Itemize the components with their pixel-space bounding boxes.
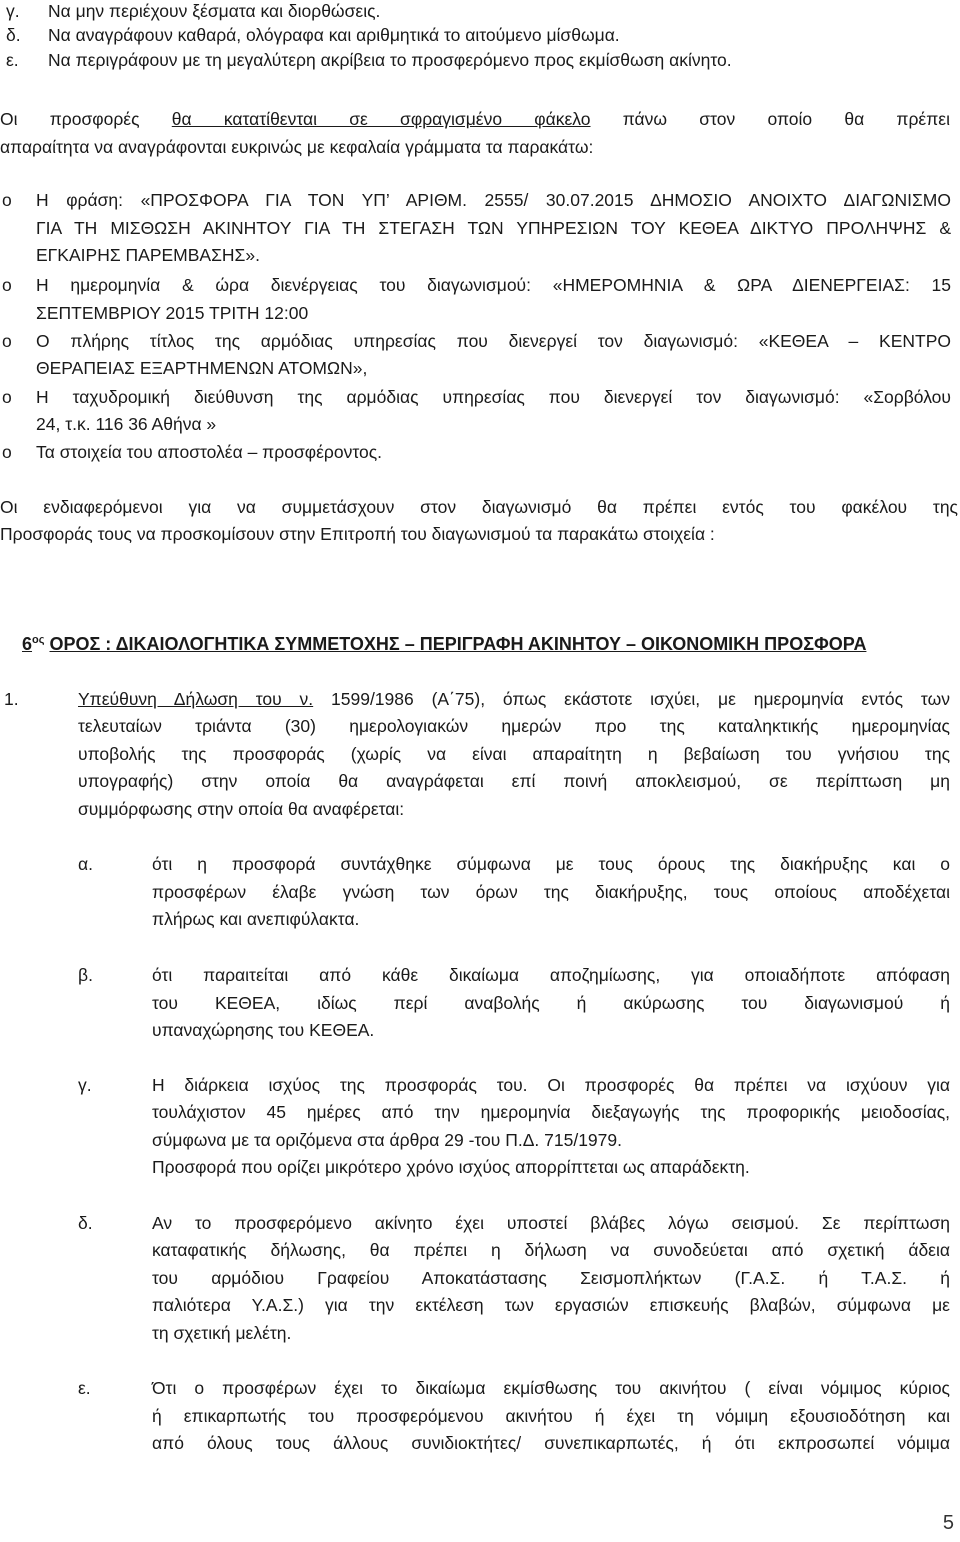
- list-item: Να μην περιέχουν ξέσματα και διορθώσεις.: [48, 1, 381, 21]
- sub-item-line: από όλους τους άλλους συνιδιοκτήτες/ συνεπικαρπωτές, ή ότι εκπροσωπεί νόμιμα: [152, 1433, 950, 1453]
- bullet-marker: o: [2, 442, 12, 462]
- sub-item-line: υπαναχώρησης του ΚΕΘΕΑ.: [152, 1020, 375, 1040]
- bullet-line: ΓΙΑ ΤΗ ΜΙΣΘΩΣΗ ΑΚΙΝΗΤΟΥ ΓΙΑ ΤΗ ΣΤΕΓΑΣΗ ΤΩΝ ΥΠΗΡΕΣΙΩΝ ΤΟΥ ΚΕΘΕΑ ΔΙΚΤΥΟ ΠΡΟΛΗΨΗΣ &: [36, 218, 951, 238]
- interested-paragraph-line: Προσφοράς τους να προσκομίσουν στην Επιτροπή του διαγωνισμού τα παρακάτω στοιχεία :: [0, 524, 715, 544]
- sub-item-line: ή επικαρπωτής του προσφερόμενου ακινήτου ή έχει τη νόμιμη εξουσιοδότηση και: [152, 1406, 950, 1426]
- sub-item-line: Προσφορά που ορίζει μικρότερο χρόνο ισχύος απορρίπτεται ως απαράδεκτη.: [152, 1157, 750, 1177]
- bullet-marker: o: [2, 331, 12, 351]
- sub-item-line: Η διάρκεια ισχύος της προσφοράς του. Οι προσφορές θα πρέπει να ισχύουν για: [152, 1075, 950, 1095]
- envelope-paragraph-line: Οι προσφορές θα κατατίθενται σε σφραγισμένο φάκελο πάνω στον οποίο θα πρέπει: [0, 109, 950, 129]
- page-number: 5: [942, 1512, 954, 1534]
- sub-item-line: Ότι ο προσφέρων έχει το δικαίωμα εκμίσθωσης του ακινήτου ( είναι νόμιμος κύριος: [152, 1378, 950, 1398]
- item-line: τελευταίων τριάντα (30) ημερολογιακών ημερών προ της καταληκτικής ημερομηνίας: [78, 716, 950, 736]
- bullet-marker: o: [2, 275, 12, 295]
- envelope-paragraph-line: απαραίτητα να αναγράφονται ευκρινώς με κεφαλαία γράμματα τα παρακάτω:: [0, 137, 594, 157]
- bullet-line: Η ταχυδρομική διεύθυνση της αρμόδιας υπηρεσίας που διενεργεί τον διαγωνισμό: «Σορβόλου: [36, 387, 951, 407]
- sub-item-marker: α.: [78, 854, 93, 874]
- list-item: Να αναγράφουν καθαρά, ολόγραφα και αριθμητικά το αιτούμενο μίσθωμα.: [48, 25, 620, 45]
- bullet-line: ΕΓΚΑΙΡΗΣ ΠΑΡΕΜΒΑΣΗΣ».: [36, 245, 260, 265]
- bullet-marker: o: [2, 190, 12, 210]
- sub-item-line: τη σχετική μελέτη.: [152, 1323, 292, 1343]
- sub-item-line: παλιότερα Υ.Α.Σ.) για την εκτέλεση των εργασιών επισκευής βλαβών, σύμφωνα με: [152, 1295, 950, 1315]
- list-marker: ε.: [6, 50, 19, 70]
- bullet-line: Ο πλήρης τίτλος της αρμόδιας υπηρεσίας που διενεργεί τον διαγωνισμό: «ΚΕΘΕΑ – ΚΕΝΤΡΟ: [36, 331, 951, 351]
- sub-item-line: προσφέρων έλαβε γνώση των όρων της διακήρυξης, τους οποίους αποδέχεται: [152, 882, 950, 902]
- item-line: υποβολής της προσφοράς (χωρίς να είναι απαραίτητη η βεβαίωση του γνήσιου της: [78, 744, 950, 764]
- bullet-line: Η ημερομηνία & ώρα διενέργειας του διαγωνισμού: «ΗΜΕΡΟΜΗΝΙΑ & ΩΡΑ ΔΙΕΝΕΡΓΕΙΑΣ: 15: [36, 275, 951, 295]
- bullet-marker: o: [2, 387, 12, 407]
- item-line: Υπεύθυνη Δήλωση του ν. 1599/1986 (Α΄75), όπως εκάστοτε ισχύει, με ημερομηνία εντός των: [78, 689, 950, 709]
- section-heading: $6^{o\varsigma}$ ΟΡΟΣ : ΔΙΚΑΙΟΛΟΓΗΤΙΚΑ ΣΥΜΜΕΤΟΧΗΣ – ΠΕΡΙΓΡΑΦΗ ΑΚΙΝΗΤΟΥ – ΟΙΚΟΝΟΜΙΚΗ ΠΡΟΣΦΟΡΑ: [22, 634, 867, 654]
- bullet-line: Η φράση: «ΠΡΟΣΦΟΡΑ ΓΙΑ ΤΟΝ ΥΠ’ ΑΡΙΘΜ. 2555/ 30.07.2015 ΔΗΜΟΣΙΟ ΑΝΟΙΧΤΟ ΔΙΑΓΩΝΙΣΜΟ: [36, 190, 951, 210]
- sub-item-line: πλήρως και ανεπιφύλακτα.: [152, 909, 360, 929]
- sub-item-line: τουλάχιστον 45 ημέρες από την ημερομηνία διεξαγωγής της προφορικής μειοδοσίας,: [152, 1102, 950, 1122]
- sub-item-marker: β.: [78, 965, 93, 985]
- sub-item-line: του αρμόδιου Γραφείου Αποκατάστασης Σεισμοπλήκτων (Γ.Α.Σ. ή Τ.Α.Σ. ή: [152, 1268, 950, 1288]
- bullet-line: Τα στοιχεία του αποστολέα – προσφέροντος.: [36, 442, 383, 462]
- item-number: 1.: [4, 689, 19, 709]
- sub-item-marker: γ.: [78, 1075, 92, 1095]
- bullet-line: ΣΕΠΤΕΜΒΡΙΟΥ 2015 ΤΡΙΤΗ 12:00: [36, 303, 309, 323]
- sub-item-line: Αν το προσφερόμενο ακίνητο έχει υποστεί βλάβες λόγω σεισμού. Σε περίπτωση: [152, 1213, 950, 1233]
- bullet-line: ΘΕΡΑΠΕΙΑΣ ΕΞΑΡΤΗΜΕΝΩΝ ΑΤΟΜΩΝ»,: [36, 358, 368, 378]
- sub-item-marker: ε.: [78, 1378, 91, 1398]
- list-item: Να περιγράφουν με τη μεγαλύτερη ακρίβεια το προσφερόμενο προς εκμίσθωση ακίνητο.: [48, 50, 732, 70]
- list-marker: γ.: [6, 1, 20, 21]
- list-marker: δ.: [6, 25, 21, 45]
- sub-item-line: του ΚΕΘΕΑ, ιδίως περί αναβολής ή ακύρωσης του διαγωνισμού ή: [152, 993, 950, 1013]
- sub-item-line: καταφατικής δήλωσης, θα πρέπει η δήλωση να συνοδεύεται από σχετική άδεια: [152, 1240, 950, 1260]
- sub-item-line: ότι παραιτείται από κάθε δικαίωμα αποζημίωσης, για οποιαδήποτε απόφαση: [152, 965, 950, 985]
- bullet-line: 24, τ.κ. 116 36 Αθήνα »: [36, 414, 217, 434]
- item-line: υπογραφής) στην οποία θα αναγράφεται επί ποινή αποκλεισμού, σε περίπτωση μη: [78, 771, 950, 791]
- sub-item-line: ότι η προσφορά συντάχθηκε σύμφωνα με τους όρους της διακήρυξης και ο: [152, 854, 950, 874]
- item-line: συμμόρφωσης στην οποία θα αναφέρεται:: [78, 799, 405, 819]
- sub-item-line: σύμφωνα με τα οριζόμενα στα άρθρα 29 -του Π.Δ. 715/1979.: [152, 1130, 622, 1150]
- sub-item-marker: δ.: [78, 1213, 93, 1233]
- interested-paragraph-line: Οι ενδιαφερόμενοι για να συμμετάσχουν στον διαγωνισμό θα πρέπει εντός του φακέλου της: [0, 497, 958, 517]
